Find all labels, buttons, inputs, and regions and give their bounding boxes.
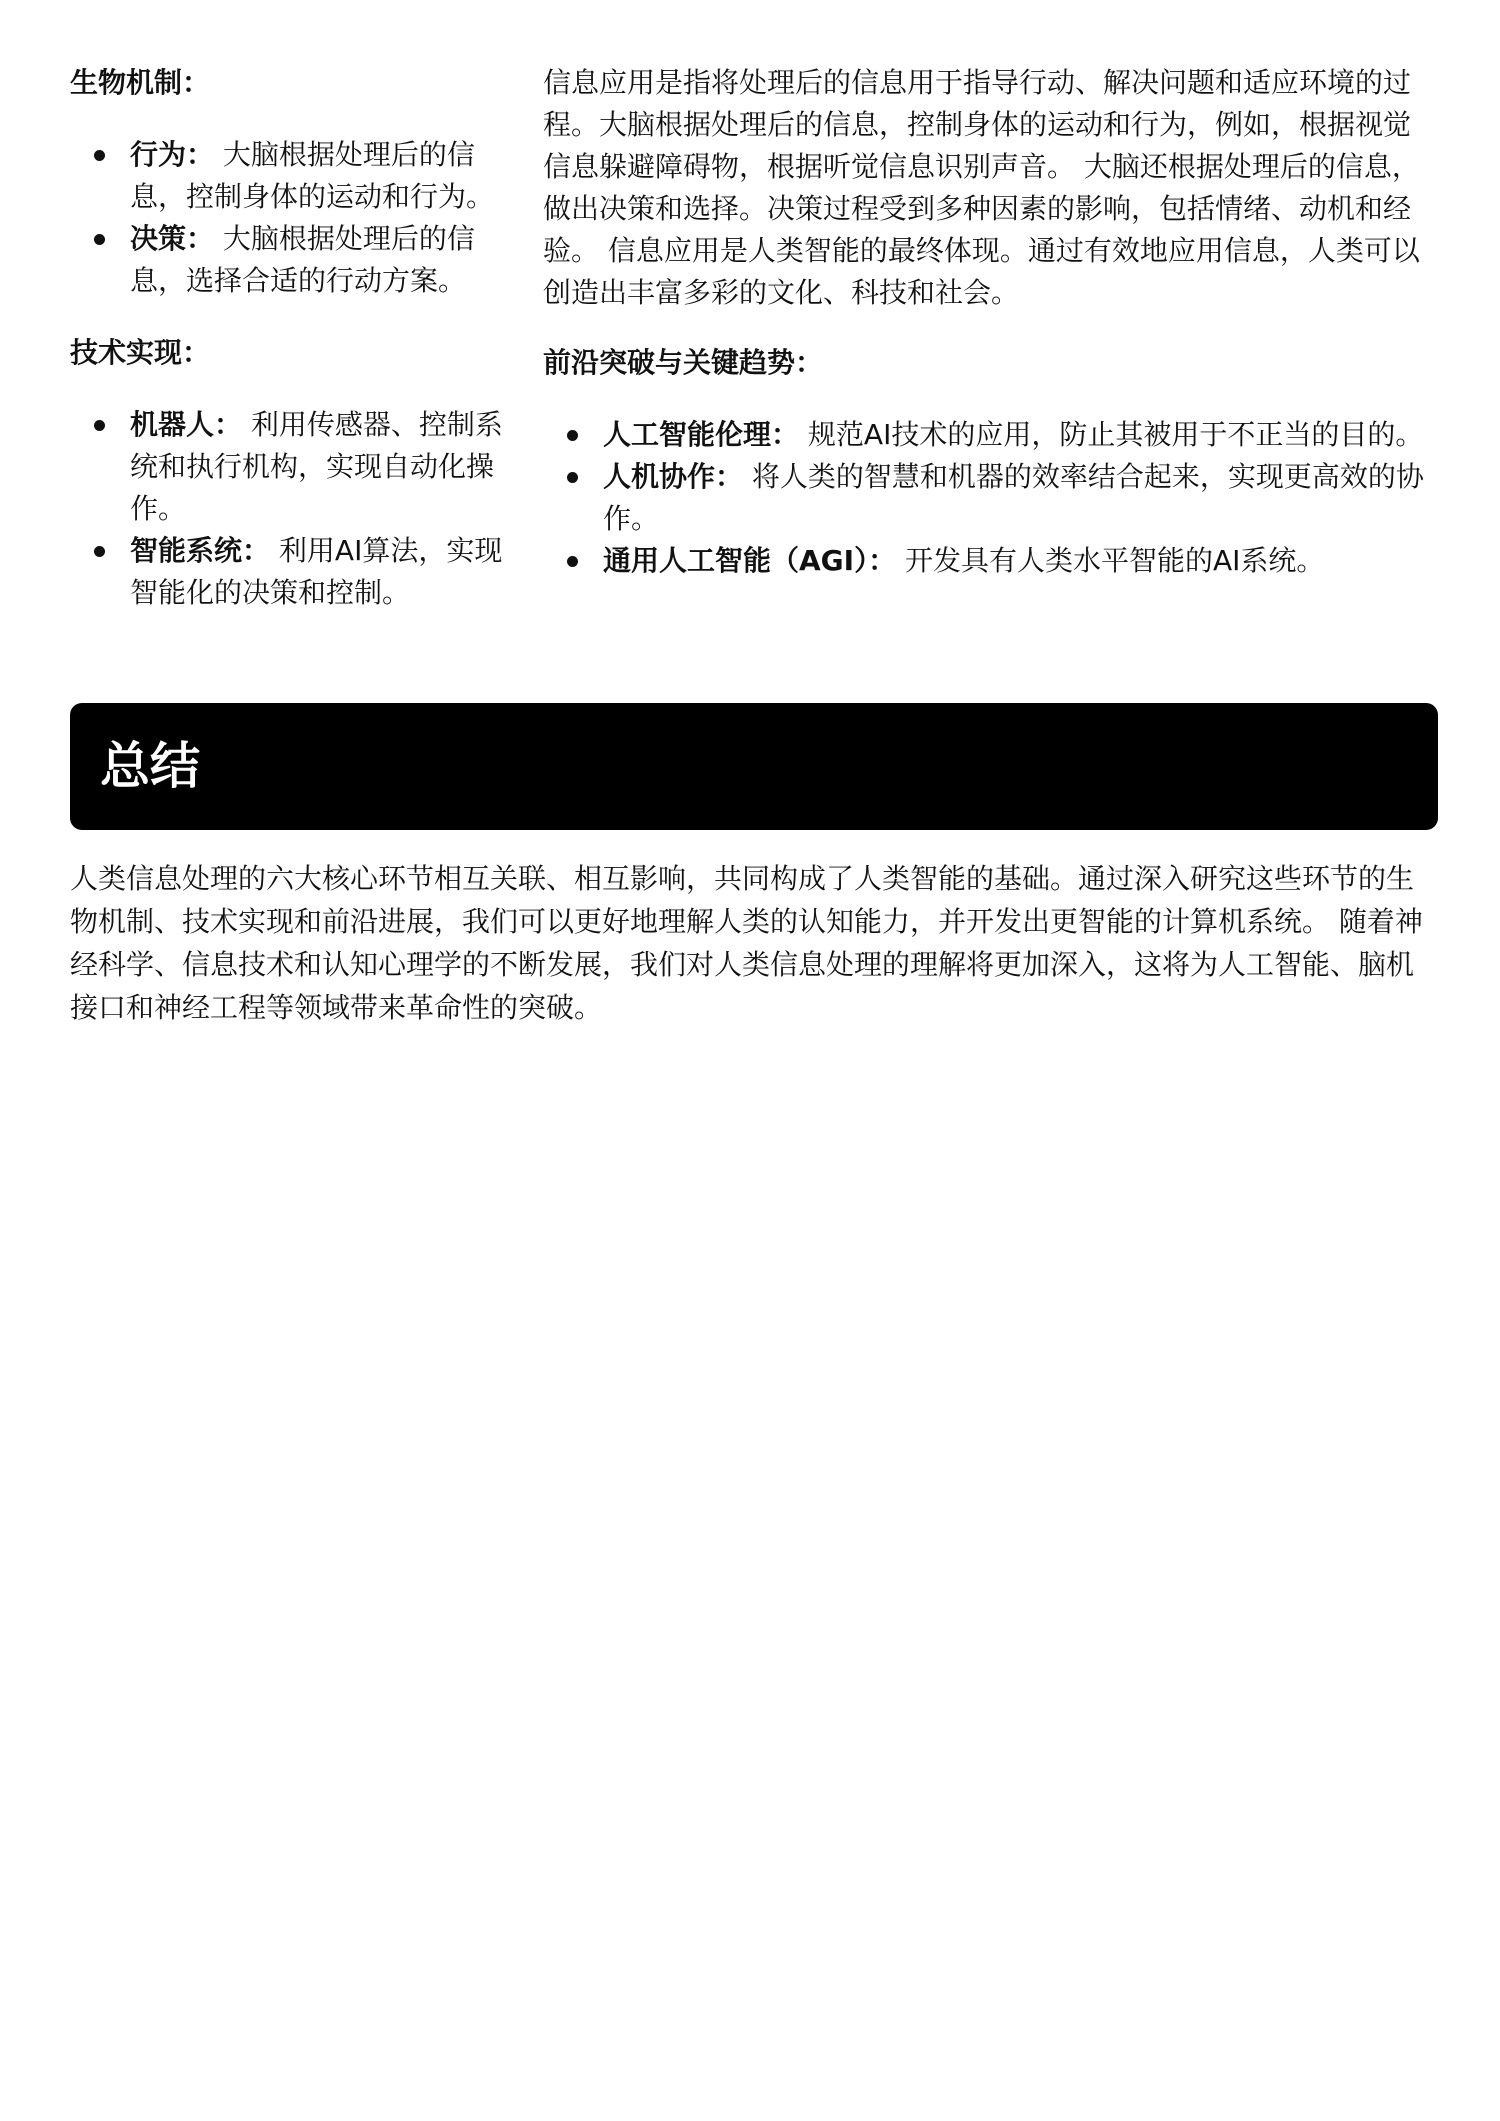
bullet-term: 人工智能伦理：: [603, 418, 800, 451]
bullet-text: 将人类的智慧和机器的效率结合起来，实现更高效的协作。: [603, 460, 1424, 535]
summary-banner: [70, 703, 1438, 830]
list-item: [70, 134, 510, 218]
bullet-term: 行为：: [130, 138, 215, 171]
bio-mechanism-heading: 生物机制：: [70, 66, 211, 99]
bullet-term: 机器人：: [130, 408, 243, 441]
bullet-term: 人机协作：: [603, 460, 744, 493]
list-item: [543, 456, 1438, 540]
list-item: [70, 218, 510, 302]
tech-implementation-heading: 技术实现：: [70, 336, 211, 369]
trends-list: [543, 414, 1438, 582]
right-column: [543, 62, 1438, 582]
list-item: [543, 540, 1438, 582]
list-item: [70, 530, 510, 614]
bullet-text: 利用传感器、控制系统和执行机构，实现自动化操作。: [130, 408, 503, 525]
tech-implementation-list: [70, 404, 510, 614]
bio-mechanism-list: [70, 134, 510, 302]
list-item: [543, 414, 1438, 456]
bullet-term: 通用人工智能（AGI）：: [603, 544, 897, 577]
left-column: [70, 62, 510, 614]
bullet-text: 规范AI技术的应用，防止其被用于不正当的目的。: [807, 418, 1424, 451]
info-application-paragraph: 信息应用是指将处理后的信息用于指导行动、解决问题和适应环境的过程。大脑根据处理后的信息，控制身体的运动和行为，例如，根据视觉信息躲避障碍物，根据听觉信息识别声音。 大脑还根据处理后的信息，做出决策和选择。决策过程受到多种因素的影响，包括情绪、动机和经验。 信息应用是人类智能的最终体现。通过有效地应用信息，人类可以创造出丰富多彩的文化、科技和社会。: [543, 66, 1420, 309]
bullet-text: 大脑根据处理后的信息，选择合适的行动方案。: [130, 222, 475, 297]
summary-title: 总结: [100, 737, 200, 795]
bullet-text: 开发具有人类水平智能的AI系统。: [904, 544, 1325, 577]
list-item: [70, 404, 510, 530]
bullet-term: 智能系统：: [130, 534, 271, 567]
summary-paragraph: 人类信息处理的六大核心环节相互关联、相互影响，共同构成了人类智能的基础。通过深入研究这些环节的生物机制、技术实现和前沿进展，我们可以更好地理解人类的认知能力，并开发出更智能的计算机系统。 随着神经科学、信息技术和认知心理学的不断发展，我们对人类信息处理的理解将更加深入，这将为人工智能、脑机接口和神经工程等领域带来革命性的突破。: [70, 862, 1423, 1024]
bullet-text: 大脑根据处理后的信息，控制身体的运动和行为。: [130, 138, 495, 213]
bullet-term: 决策：: [130, 222, 215, 255]
trends-heading: 前沿突破与关键趋势：: [543, 346, 824, 379]
bullet-text: 利用AI算法，实现智能化的决策和控制。: [130, 534, 503, 609]
